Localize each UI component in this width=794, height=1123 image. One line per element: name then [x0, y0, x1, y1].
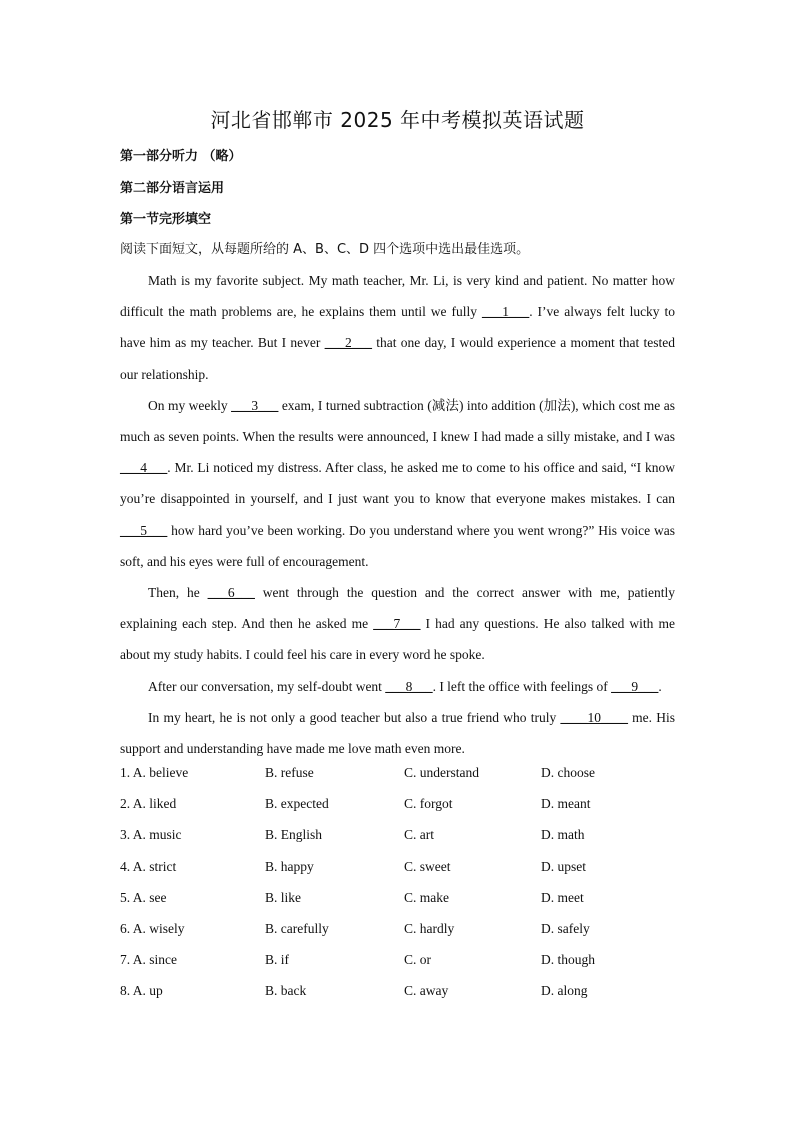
- option-a[interactable]: 5. A. see: [120, 889, 167, 905]
- passage-text: In my heart, he is not only a good teacher but also a true friend who truly: [148, 709, 561, 725]
- passage-text: . I left the office with feelings of: [432, 678, 612, 694]
- part2-heading: 第二部分语言运用: [120, 181, 225, 196]
- blank-5: ___5___: [120, 522, 168, 538]
- blank-6: ___6___: [207, 585, 255, 601]
- option-c[interactable]: C. or: [404, 952, 431, 968]
- passage-text: .: [658, 678, 662, 694]
- option-c[interactable]: C. forgot: [404, 796, 453, 812]
- passage-text: Then, he: [148, 585, 208, 601]
- blank-2: ___2___: [324, 335, 372, 351]
- option-d[interactable]: D. upset: [541, 858, 586, 874]
- page-title: 河北省邯郸市 2025 年中考模拟英语试题: [210, 108, 585, 132]
- passage-text: exam, I turned subtraction (减法) into addition (加法), which cost me as much as seven points. When the results were announced, I knew I had made a silly mistake, and I was: [120, 397, 675, 445]
- passage-text: . Mr. Li noticed my distress. After class, he asked me to come to his office and said, “I know you’re disappointed in yourself, and I just want you to know that everyone makes mistakes. I can: [120, 460, 675, 507]
- option-a[interactable]: 8. A. up: [120, 983, 163, 999]
- option-a[interactable]: 1. A. believe: [120, 765, 189, 780]
- reading-passage: [120, 265, 675, 764]
- option-a[interactable]: 2. A. liked: [120, 796, 177, 812]
- question-row: [120, 952, 675, 983]
- question-row: [120, 921, 675, 952]
- section1-heading: 第一节完形填空: [120, 212, 212, 227]
- option-a[interactable]: 7. A. since: [120, 952, 177, 968]
- blank-9: ___9___: [611, 678, 659, 694]
- part1-heading: 第一部分听力 （略）: [120, 149, 242, 164]
- option-d[interactable]: D. math: [541, 827, 585, 843]
- passage-text: Math is my favorite subject. My math teacher, Mr. Li, is very kind and patient. No matter how difficult the math problems are, he explains them until we fully: [120, 273, 675, 320]
- option-a[interactable]: 4. A. strict: [120, 858, 177, 874]
- blank-3: ___3___: [231, 397, 279, 413]
- question-row: [120, 827, 675, 858]
- option-d[interactable]: D. along: [541, 983, 588, 999]
- option-a[interactable]: 3. A. music: [120, 827, 182, 843]
- option-c[interactable]: C. hardly: [404, 920, 455, 936]
- passage-text: . I’ve always felt lucky to have him as my teacher. But I never: [120, 304, 676, 351]
- option-b[interactable]: B. back: [265, 983, 307, 999]
- option-a[interactable]: 6. A. wisely: [120, 920, 185, 936]
- question-row: [120, 859, 675, 890]
- passage-text: how hard you’ve been working. Do you understand where you went wrong?” His voice was soft, and his eyes were full of encouragement.: [120, 522, 675, 569]
- option-b[interactable]: B. happy: [265, 858, 314, 874]
- passage-text: went through the question and the correct answer with me, patiently explaining each step. And then he asked me: [120, 585, 675, 632]
- passage-text: I had any questions. He also talked with me about my study habits. I could feel his care in every word he spoke.: [120, 616, 675, 663]
- passage-text: On my weekly: [148, 397, 232, 413]
- passage-text: me. His support and understanding have made me love math even more.: [120, 709, 676, 757]
- option-b[interactable]: B. refuse: [265, 765, 314, 780]
- option-c[interactable]: C. away: [404, 983, 449, 999]
- paragraph-2: [120, 390, 675, 577]
- blank-4: ___4___: [120, 460, 168, 476]
- option-d[interactable]: D. meet: [541, 889, 584, 905]
- option-c[interactable]: C. sweet: [404, 858, 451, 874]
- option-c[interactable]: C. make: [404, 889, 449, 905]
- option-d[interactable]: D. choose: [541, 765, 595, 780]
- option-b[interactable]: B. like: [265, 889, 301, 905]
- option-d[interactable]: D. safely: [541, 920, 590, 936]
- question-row: [120, 796, 675, 827]
- blank-8: ___8___: [385, 678, 433, 694]
- option-b[interactable]: B. if: [265, 952, 290, 968]
- blank-10: ____10____: [560, 709, 628, 725]
- question-row: [120, 765, 675, 796]
- paragraph-1: [120, 265, 675, 390]
- blank-1: ___1___: [481, 304, 530, 320]
- option-d[interactable]: D. meant: [541, 796, 591, 812]
- option-c[interactable]: C. understand: [404, 765, 479, 780]
- blank-7: ___7___: [373, 616, 421, 632]
- passage-text: After our conversation, my self-doubt went: [148, 678, 386, 694]
- paragraph-5: [120, 702, 675, 764]
- paragraph-4: [120, 671, 675, 702]
- passage-text: that one day, I would experience a moment that tested our relationship.: [120, 335, 675, 382]
- question-row: [120, 890, 675, 921]
- answer-options: [120, 765, 675, 1015]
- option-c[interactable]: C. art: [404, 827, 434, 843]
- option-d[interactable]: D. though: [541, 952, 595, 968]
- option-b[interactable]: B. English: [265, 827, 323, 843]
- option-b[interactable]: B. carefully: [265, 920, 329, 936]
- question-row: [120, 983, 675, 1014]
- option-b[interactable]: B. expected: [265, 796, 329, 812]
- paragraph-3: [120, 577, 675, 671]
- instruction-text: 阅读下面短文，从每题所给的 A、B、C、D 四个选项中选出最佳选项。: [120, 242, 530, 257]
